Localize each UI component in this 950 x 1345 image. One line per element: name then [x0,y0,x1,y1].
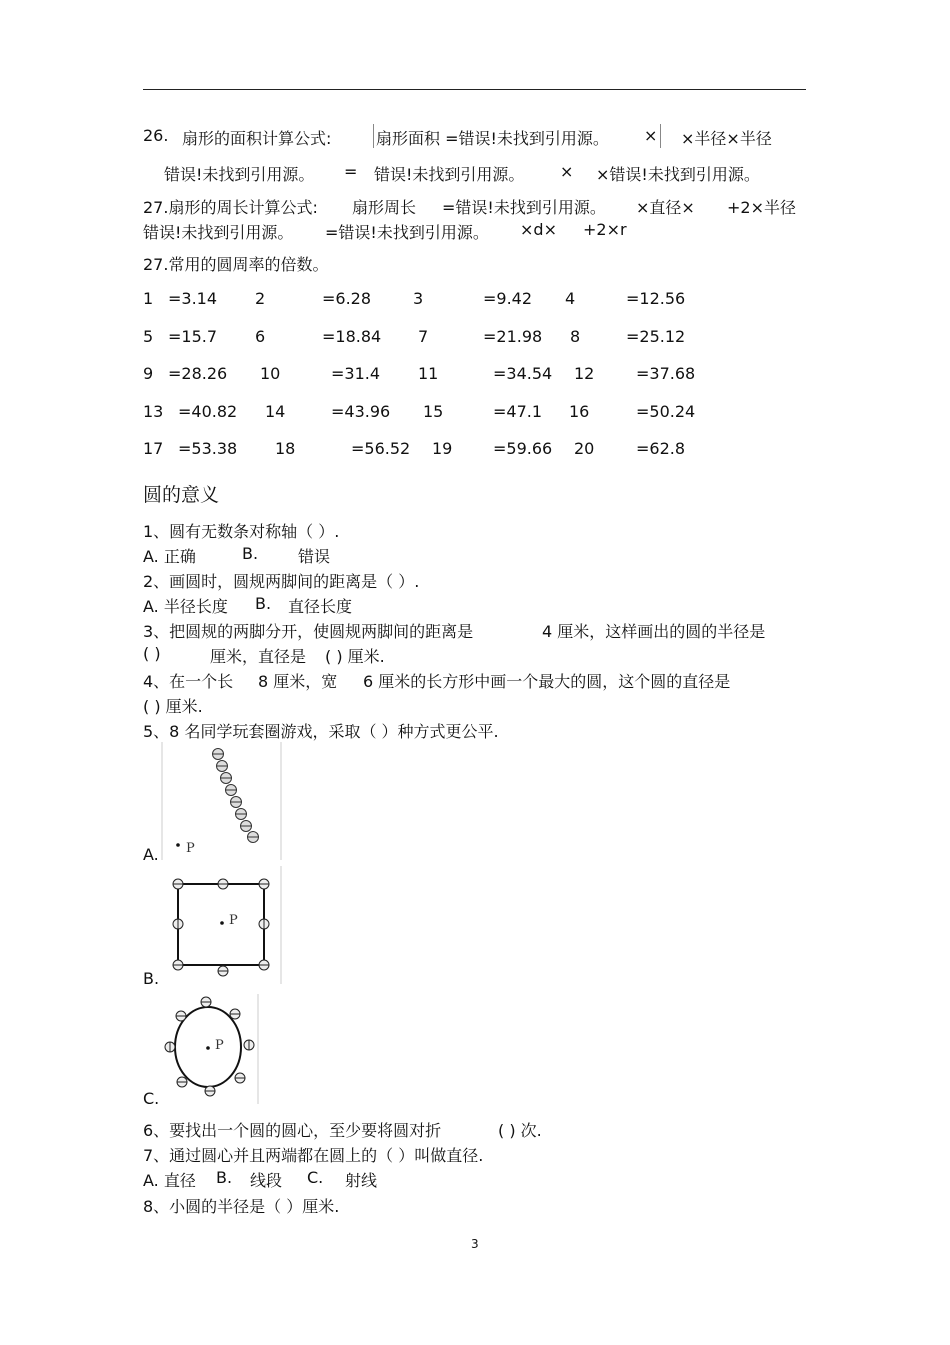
multiple-n: 1 [143,289,154,308]
formula-26b-p4: × [560,162,574,181]
question-2-option-b-text: 直径长度 [288,597,353,616]
multiple-value: =12.56 [626,289,686,308]
formula-26b-p1: 错误!未找到引用源。 [164,165,315,184]
multiple-value: =59.66 [493,439,553,458]
option-c-figure [161,994,259,1104]
multiple-value: =37.68 [636,364,696,383]
multiple-value: =31.4 [331,364,381,383]
multiple-n: 2 [255,289,266,308]
multiple-value: =18.84 [322,327,382,346]
question-1-option-b: B. [242,544,259,563]
multiple-value: =25.12 [626,327,686,346]
multiples-heading: 27.常用的圆周率的倍数。 [143,255,329,274]
formula-26-number: 26. [143,126,169,145]
multiple-n: 19 [432,439,453,458]
question-4-line1: 4、在一个长 [143,672,234,691]
question-3-line2: 厘米，直径是 [210,647,307,666]
question-6: 6、要找出一个圆的圆心，至少要将圆对折 [143,1121,442,1140]
formula-27-p1: 27.扇形的周长计算公式: [143,198,318,217]
ring-column [213,749,259,843]
field-box-left [373,124,374,148]
multiple-n: 13 [143,402,164,421]
formula-27b-p1: 错误!未找到引用源。 [143,223,294,242]
point-p-dot [176,843,180,847]
multiple-n: 9 [143,364,154,383]
question-1-option-b-text: 错误 [298,547,331,566]
option-c-label: C. [143,1089,160,1108]
option-a-figure [161,742,282,860]
multiple-n: 3 [413,289,424,308]
multiple-n: 15 [423,402,444,421]
multiple-value: =21.98 [483,327,543,346]
ring-markers [173,879,269,976]
multiple-n: 17 [143,439,164,458]
question-3-line1: 3、把圆规的两脚分开，使圆规两脚间的距离是 [143,622,474,641]
multiple-value: =50.24 [636,402,696,421]
multiple-value: =34.54 [493,364,553,383]
point-p-label: P [186,841,195,856]
square [178,884,264,965]
multiple-n: 8 [570,327,581,346]
page-number: 3 [471,1237,479,1251]
question-7-option-c-text: 射线 [345,1171,378,1190]
question-2-option-a: A. 半径长度 [143,597,228,616]
question-2-option-b: B. [255,594,272,613]
formula-26-times: × [644,126,658,145]
question-7-option-c: C. [307,1168,324,1187]
option-a-label: A. [143,845,159,864]
formula-26b-p2: = [344,162,358,181]
question-5: 5、8 名同学玩套圈游戏，采取（ ）种方式更公平. [143,722,499,741]
question-7-option-b: B. [216,1168,233,1187]
multiple-value: =43.96 [331,402,391,421]
point-p-dot [206,1046,210,1050]
question-4-blank: ( ) 厘米. [143,697,203,716]
question-2: 2、画圆时，圆规两脚间的距离是（ ）. [143,572,420,591]
question-7-option-b-text: 线段 [250,1171,283,1190]
multiple-value: =53.38 [178,439,238,458]
formula-27b-p2: =错误!未找到引用源。 [325,223,489,242]
multiple-value: =28.26 [168,364,228,383]
multiple-n: 14 [265,402,286,421]
multiple-value: =15.7 [168,327,218,346]
multiple-n: 16 [569,402,590,421]
question-7-option-a: A. 直径 [143,1171,196,1190]
formula-26-text: 扇形的面积计算公式: [182,129,332,148]
field-box-right [660,124,661,148]
formula-27-p2: 扇形周长 [352,198,417,217]
question-3-line1-num: 4 厘米，这样画出的圆的半径是 [542,622,766,641]
multiple-value: =56.52 [351,439,411,458]
formula-27b-p4: +2×r [583,220,627,239]
multiple-value: =62.8 [636,439,686,458]
question-1: 1、圆有无数条对称轴（ ）. [143,522,340,541]
formula-27-p4: ×直径× [636,198,695,217]
multiple-n: 6 [255,327,266,346]
formula-26b-p5: ×错误!未找到引用源。 [596,165,760,184]
section-title: 圆的意义 [143,484,220,506]
question-4-line1-n1: 8 厘米，宽 [258,672,338,691]
formula-26-tail: ×半径×半径 [681,129,772,148]
formula-27b-p3: ×d× [520,220,557,239]
question-7: 7、通过圆心并且两端都在圆上的（ ）叫做直径. [143,1146,484,1165]
point-p-dot [220,921,224,925]
question-3-blank-2: ( ) 厘米. [325,647,385,666]
option-b-label: B. [143,969,160,988]
question-6-blank: ( ) 次. [498,1121,542,1140]
multiple-value: =40.82 [178,402,238,421]
formula-27-p3: =错误!未找到引用源。 [442,198,606,217]
multiple-value: =3.14 [168,289,218,308]
option-b-figure [161,866,282,984]
multiple-n: 5 [143,327,154,346]
multiple-value: =9.42 [483,289,533,308]
question-1-option-a: A. 正确 [143,547,196,566]
question-3-blank-1: ( ) [143,644,161,663]
point-p-label: P [229,913,238,928]
multiple-n: 11 [418,364,439,383]
formula-26b-p3: 错误!未找到引用源。 [374,165,525,184]
multiple-value: =47.1 [493,402,543,421]
multiple-n: 20 [574,439,595,458]
multiple-n: 10 [260,364,281,383]
multiple-n: 4 [565,289,576,308]
point-p-label: P [215,1038,224,1053]
formula-27-p5: +2×半径 [727,198,796,217]
multiple-n: 18 [275,439,296,458]
multiple-value: =6.28 [322,289,372,308]
header-rule [143,89,806,90]
question-8: 8、小圆的半径是（ ）厘米. [143,1197,340,1216]
formula-26-field: 扇形面积 =错误!未找到引用源。 [376,129,609,148]
multiple-n: 12 [574,364,595,383]
question-4-line1-n2: 6 厘米的长方形中画一个最大的圆，这个圆的直径是 [363,672,731,691]
multiple-n: 7 [418,327,429,346]
